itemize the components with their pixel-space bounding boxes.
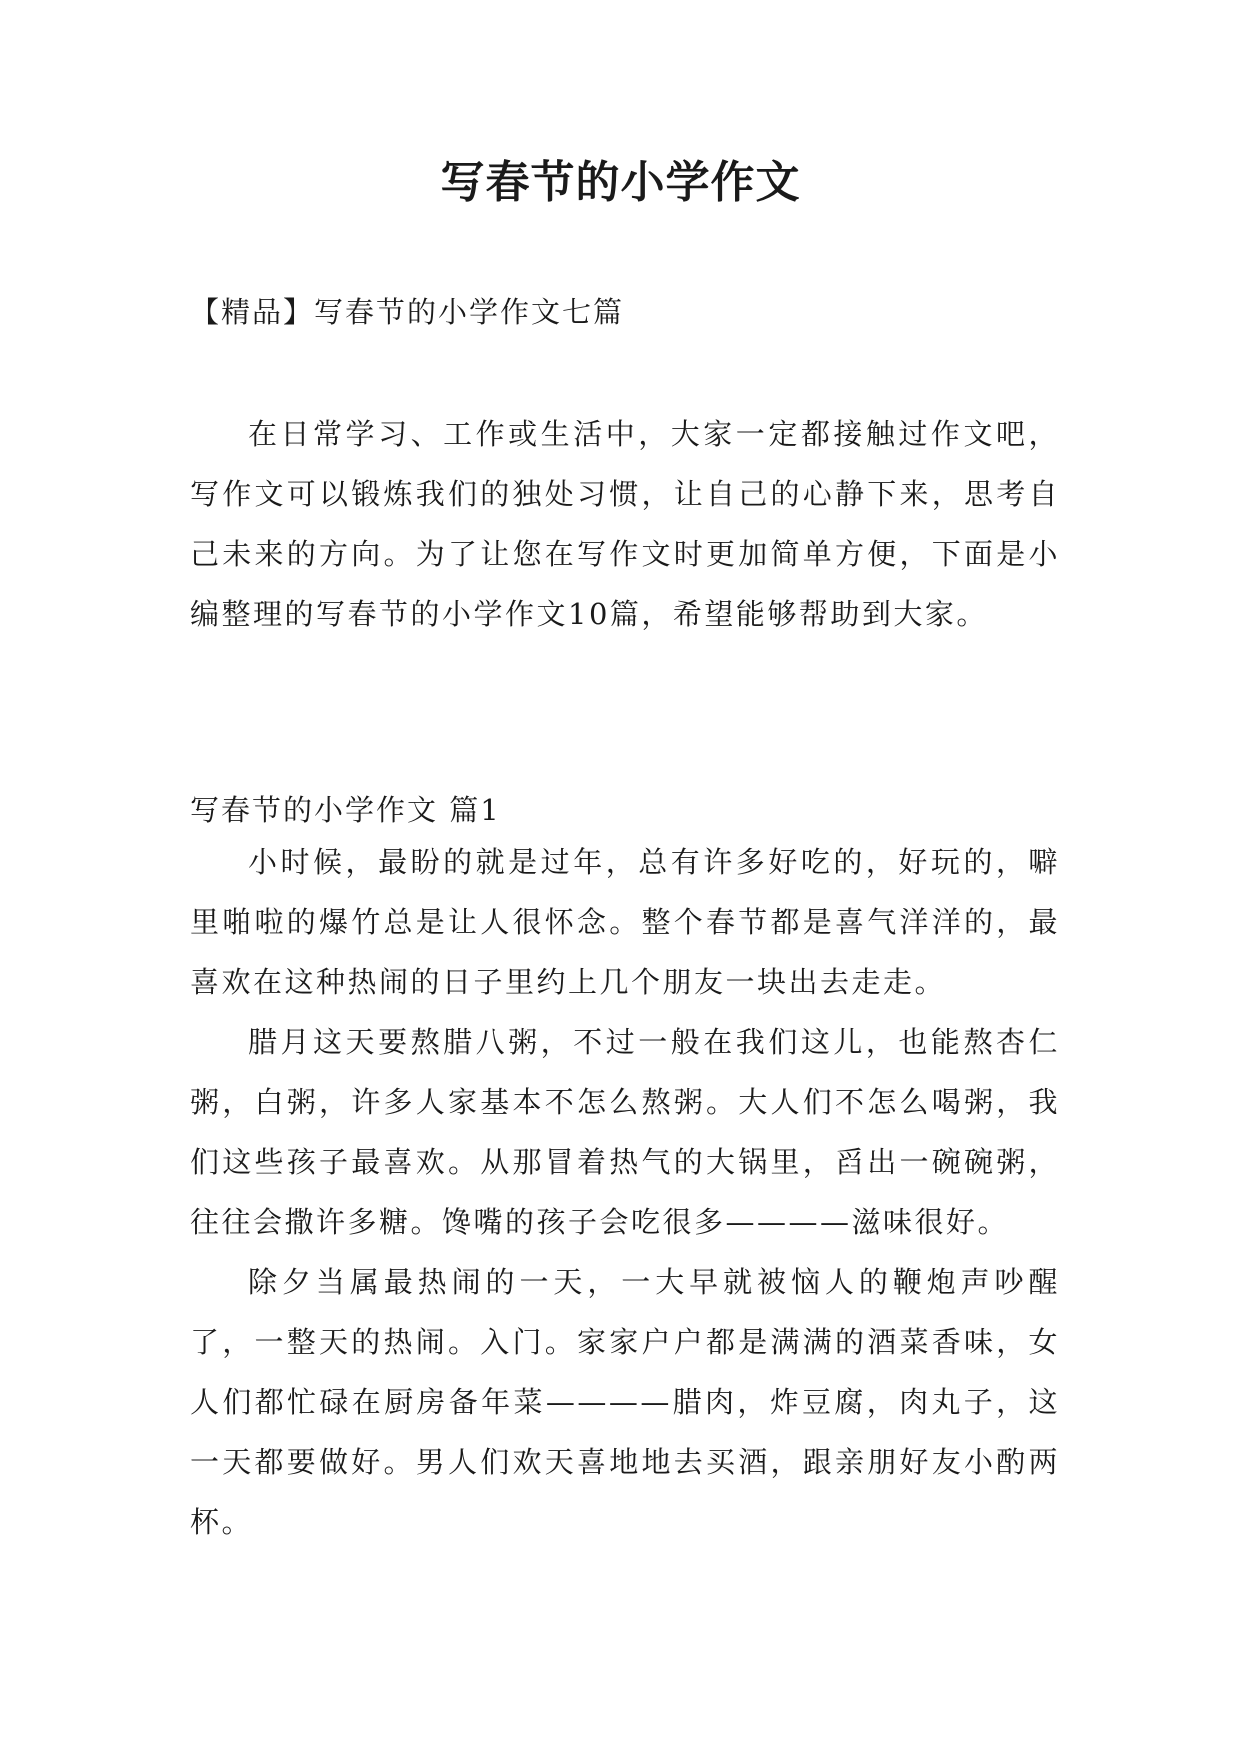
document-title: 写春节的小学作文 xyxy=(440,157,801,208)
essay-body xyxy=(190,832,1060,1552)
intro-paragraph: 在日常学习、工作或生活中，大家一定都接触过作文吧，写作文可以锻炼我们的独处习惯，让自己的心静下来，思考自己未来的方向。为了让您在写作文时更加简单方便，下面是小编整理的写春节的小学作文10篇，希望能够帮助到大家。 xyxy=(190,417,1060,631)
essay-paragraph: 除夕当属最热闹的一天，一大早就被恼人的鞭炮声吵醒了，一整天的热闹。入门。家家户户都是满满的酒菜香味，女人们都忙碌在厨房备年菜————腊肉，炸豆腐，肉丸子，这一天都要做好。男人们欢天喜地地去买酒，跟亲朋好友小酌两杯。 xyxy=(190,1265,1060,1539)
essay-paragraph: 小时候，最盼的就是过年，总有许多好吃的，好玩的，噼里啪啦的爆竹总是让人很怀念。整个春节都是喜气洋洋的，最喜欢在这种热闹的日子里约上几个朋友一块出去走走。 xyxy=(190,845,1060,999)
section-title: 写春节的小学作文 篇1 xyxy=(190,793,501,827)
essay-paragraph: 腊月这天要熬腊八粥，不过一般在我们这儿，也能熬杏仁粥，白粥，许多人家基本不怎么熬粥。大人们不怎么喝粥，我们这些孩子最喜欢。从那冒着热气的大锅里，舀出一碗碗粥，往往会撒许多糖。馋嘴的孩子会吃很多————滋味很好。 xyxy=(190,1025,1060,1239)
intro-block xyxy=(190,404,1060,644)
document-subtitle: 【精品】写春节的小学作文七篇 xyxy=(190,295,625,329)
